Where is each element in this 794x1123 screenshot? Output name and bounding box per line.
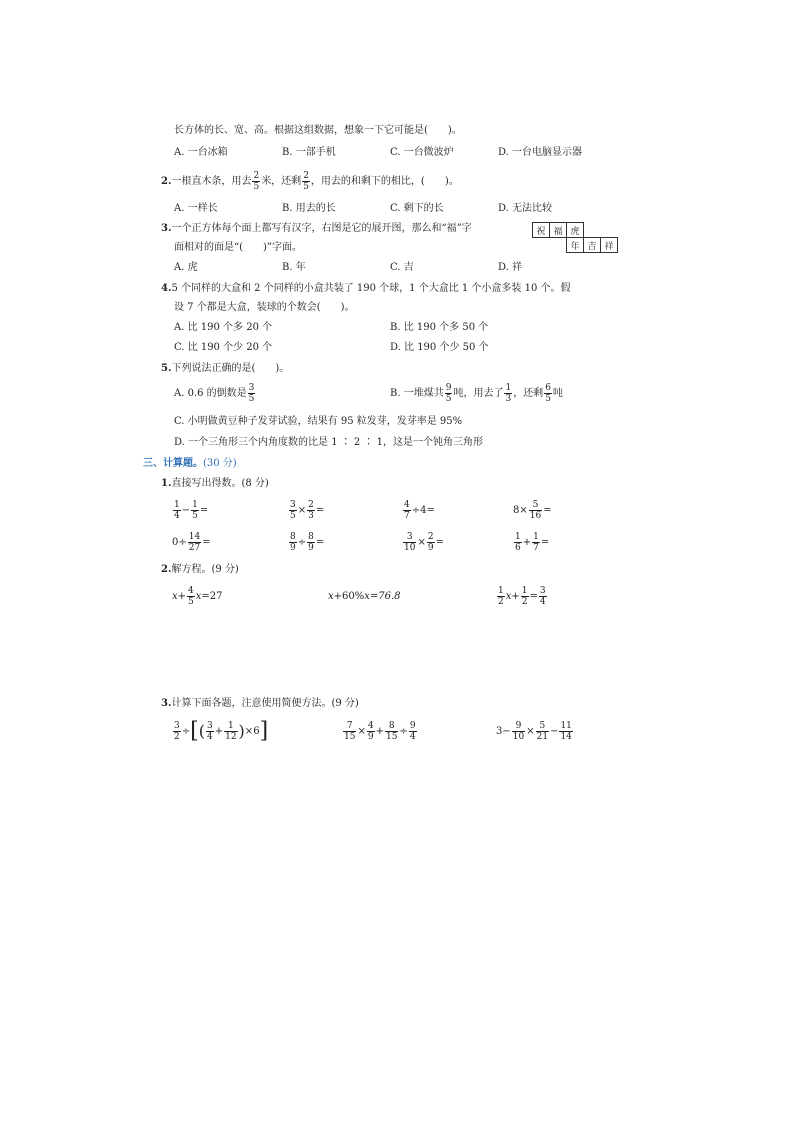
q4-line1: 4.5 个同样的大盒和 2 个同样的小盒共装了 190 个球，1 个大盒比 1 个小盒多装 10 个。假	[161, 283, 571, 294]
q3-line1: 3.一个正方体每个面上都写有汉字，右图是它的展开图，那么和“福”字	[161, 223, 472, 234]
simplify-item: 3− $\frac{9}{10}$ × $\frac{5}{21}$ − $\frac{11}{14}$	[496, 721, 572, 742]
q4-option-b[interactable]: B. 比 190 个多 50 个	[390, 322, 489, 333]
oral-calc-item: $\frac{1}{6}$ + $\frac{1}{7}$ =	[515, 532, 550, 553]
q4-option-d[interactable]: D. 比 190 个少 50 个	[390, 342, 489, 353]
fraction: $\frac{2}{5}$	[253, 171, 260, 192]
net-cell: 福	[550, 223, 567, 238]
net-cell: 祝	[533, 223, 550, 238]
net-cell: 祥	[601, 238, 618, 253]
cube-net	[532, 222, 618, 253]
fraction: $\frac{9}{5}$	[445, 383, 452, 404]
q2-option-a[interactable]: A. 一样长	[174, 203, 218, 214]
q2-option-c[interactable]: C. 剩下的长	[390, 203, 444, 214]
net-cell: 吉	[584, 238, 601, 253]
q1-option-a[interactable]: A. 一台冰箱	[174, 147, 228, 158]
net-cell: 年	[567, 238, 584, 253]
q2-number: 2.	[161, 176, 172, 187]
q2-stem: 2.一根直木条，用去 $\frac{2}{5}$ 米，还剩 $\frac{2}{5}$ ，用去的和剩下的相比，( )。	[161, 171, 459, 192]
oral-calc-item: 8× $\frac{5}{16}$ =	[513, 500, 552, 521]
q3-option-b[interactable]: B. 年	[282, 262, 306, 273]
q3-option-c[interactable]: C. 吉	[390, 262, 414, 273]
oral-calc-item: $\frac{1}{4}$ − $\frac{1}{5}$ =	[174, 500, 209, 521]
simplify-item: $\frac{3}{2}$ ÷[( $\frac{3}{4}$ + $\frac{1}{12}$ )×6]	[174, 718, 269, 744]
q1-stem: 长方体的长、宽、高。根据这组数据，想象一下它可能是( )。	[174, 125, 462, 136]
q5-option-a[interactable]: A. 0.6 的倒数是 $\frac{3}{5}$	[174, 383, 255, 404]
q2-option-b[interactable]: B. 用去的长	[282, 203, 336, 214]
part2-title: 2.解方程。(9 分)	[161, 564, 239, 575]
simplify-item: $\frac{7}{15}$ × $\frac{4}{9}$ + $\frac{8}{15}$ ÷ $\frac{9}{4}$	[344, 721, 416, 742]
oral-calc-item: $\frac{3}{5}$ × $\frac{2}{3}$ =	[290, 500, 325, 521]
fraction: $\frac{6}{5}$	[545, 383, 551, 404]
q1-option-c[interactable]: C. 一台微波炉	[390, 147, 454, 158]
q1-option-d[interactable]: D. 一台电脑显示器	[498, 147, 583, 158]
fraction: $\frac{3}{5}$	[248, 383, 255, 404]
q4-option-c[interactable]: C. 比 190 个少 20 个	[174, 342, 273, 353]
q4-option-a[interactable]: A. 比 190 个多 20 个	[174, 322, 273, 333]
oral-calc-item: $\frac{3}{10}$ × $\frac{2}{9}$ =	[404, 532, 444, 553]
q5-option-c[interactable]: C. 小明做黄豆种子发芽试验，结果有 95 粒发芽，发芽率是 95%	[174, 416, 463, 427]
q2-option-d[interactable]: D. 无法比较	[498, 203, 553, 214]
part3-title: 3.计算下面各题，注意使用简便方法。(9 分)	[161, 698, 359, 709]
q3-number: 3.	[161, 223, 172, 234]
part1-title: 1.直接写出得数。(8 分)	[161, 478, 269, 489]
q4-line2: 设 7 个都是大盒，装球的个数会( )。	[174, 302, 355, 313]
fraction: $\frac{1}{3}$	[505, 383, 512, 404]
equation-item: $\frac{1}{2}$ x+ $\frac{1}{2}$ = $\frac{3}{4}$	[498, 586, 546, 607]
q4-number: 4.	[161, 283, 172, 294]
section-heading: 三、计算题。(30 分)	[143, 458, 237, 469]
oral-calc-item: $\frac{8}{9}$ ÷ $\frac{8}{9}$ =	[290, 532, 325, 553]
oral-calc-item: 0÷ $\frac{14}{27}$ =	[172, 532, 211, 553]
fraction: $\frac{2}{5}$	[303, 171, 309, 192]
q3-option-d[interactable]: D. 祥	[498, 262, 523, 273]
q5-option-b[interactable]: B. 一堆煤共 $\frac{9}{5}$ 吨，用去了 $\frac{1}{3}$ ，还剩 $\frac{6}{5}$ 吨	[390, 383, 563, 404]
equation-item: x+60%x=76.8	[328, 591, 401, 602]
q3-line2: 面相对的面是“( )”字面。	[174, 242, 303, 253]
equation-item: x+ $\frac{4}{5}$ x=27	[172, 586, 223, 607]
q5-stem: 5.下列说法正确的是( )。	[161, 363, 290, 374]
net-cell: 虎	[567, 223, 584, 238]
q1-option-b[interactable]: B. 一部手机	[282, 147, 336, 158]
q5-number: 5.	[161, 363, 172, 374]
q5-option-d[interactable]: D. 一个三角形三个内角度数的比是 1 ∶ 2 ∶ 1，这是一个钝角三角形	[174, 437, 483, 448]
q3-option-a[interactable]: A. 虎	[174, 262, 198, 273]
oral-calc-item: $\frac{4}{7}$ ÷4=	[404, 500, 435, 521]
